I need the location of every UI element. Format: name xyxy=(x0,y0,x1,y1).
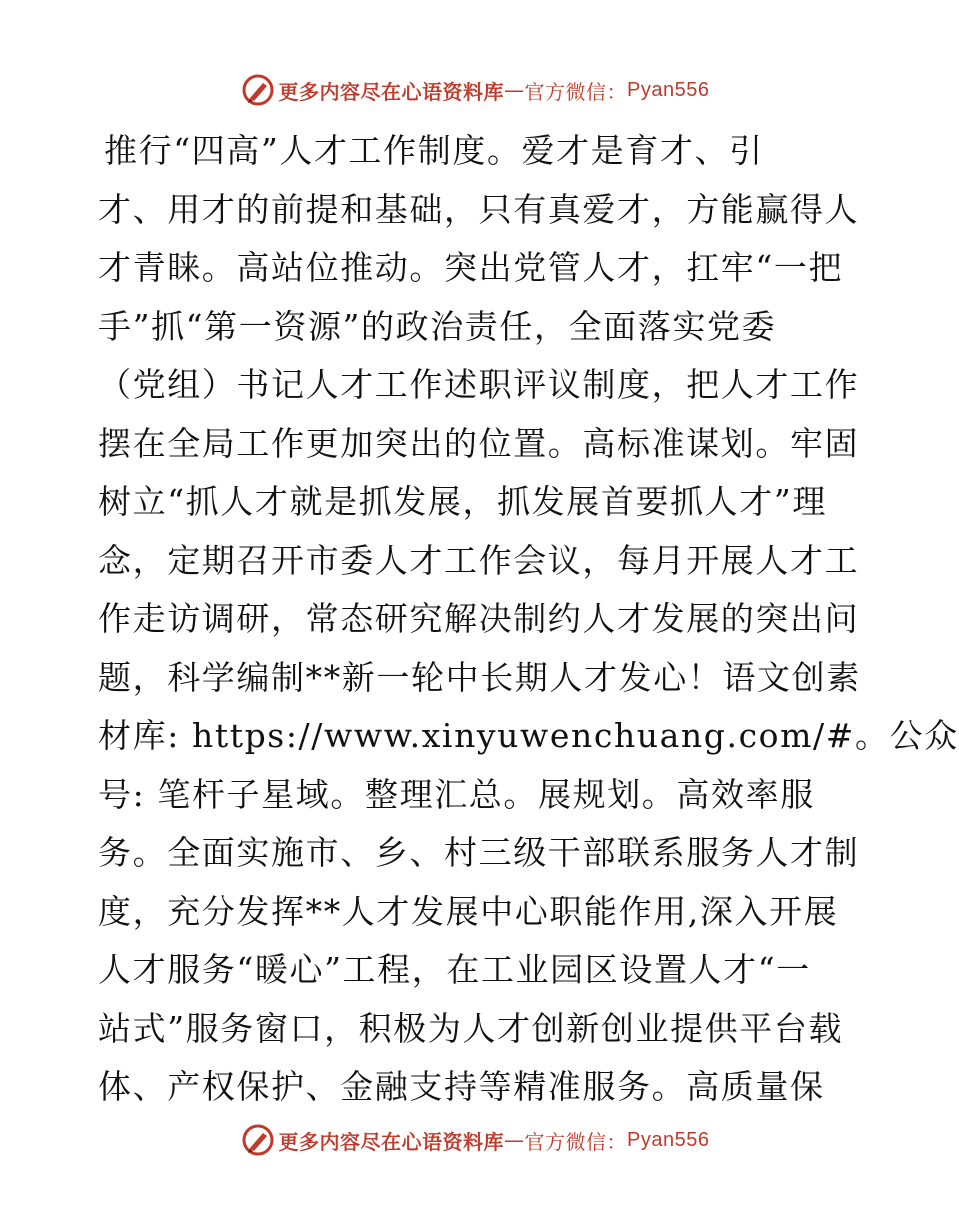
pen-logo-icon xyxy=(241,73,275,107)
watermark-separator: — xyxy=(504,1128,525,1152)
body-line: 才、用才的前提和基础，只有真爱才，方能赢得人 xyxy=(98,189,860,229)
body-line: 树立“抓人才就是抓发展，抓发展首要抓人才”理 xyxy=(98,482,827,521)
body-line: 务。全面实施市、乡、村三级干部联系服务人才制 xyxy=(98,833,860,872)
body-line: 体、产权保护、金融支持等精准服务。高质量保 xyxy=(98,1067,825,1106)
body-line: 度，充分发挥**人才发展中心职能作用,深入开展 xyxy=(98,891,839,931)
body-line: 材库: https://www.xinyuwenchuang.com/#。公众 xyxy=(98,716,959,755)
watermark-separator: — xyxy=(504,78,525,102)
watermark-brand: 更多内容尽在心语资料库 xyxy=(278,1129,505,1154)
body-line: 号: 笔杆子星域。整理汇总。展规划。高效率服 xyxy=(98,774,815,814)
body-line: 才青睐。高站位推动。突出党管人才，扛牢“一把 xyxy=(98,248,844,287)
watermark-brand: 更多内容尽在心语资料库 xyxy=(278,79,505,104)
body-line: 站式”服务窗口，积极为人才创新创业提供平台载 xyxy=(98,1008,844,1048)
body-line: 手”抓“第一资源”的政治责任，全面落实党委 xyxy=(98,306,777,346)
document-body xyxy=(98,122,959,1117)
body-line: 摆在全局工作更加突出的位置。高标准谋划。牢固 xyxy=(98,423,860,463)
watermark-wechat-label: 官方微信： xyxy=(524,1129,628,1154)
watermark-account: Pyan556 xyxy=(627,1128,710,1151)
body-line: 推行“四高”人才工作制度。爱才是育才、引 xyxy=(104,131,764,170)
pen-logo-icon xyxy=(241,1123,275,1157)
body-line: （党组）书记人才工作述职评议制度，把人才工作 xyxy=(98,365,860,404)
watermark-account: Pyan556 xyxy=(627,78,710,101)
body-line: 题，科学编制**新一轮中长期人才发心！语文创素 xyxy=(98,657,861,697)
footer-watermark xyxy=(0,1120,950,1160)
body-line: 人才服务“暖心”工程，在工业园区设置人才“一 xyxy=(98,950,811,989)
header-watermark xyxy=(0,70,950,110)
watermark-wechat-label: 官方微信： xyxy=(524,79,628,104)
body-line: 作走访调研，常态研究解决制约人才发展的突出问 xyxy=(98,599,860,638)
body-line: 念，定期召开市委人才工作会议，每月开展人才工 xyxy=(98,540,860,580)
